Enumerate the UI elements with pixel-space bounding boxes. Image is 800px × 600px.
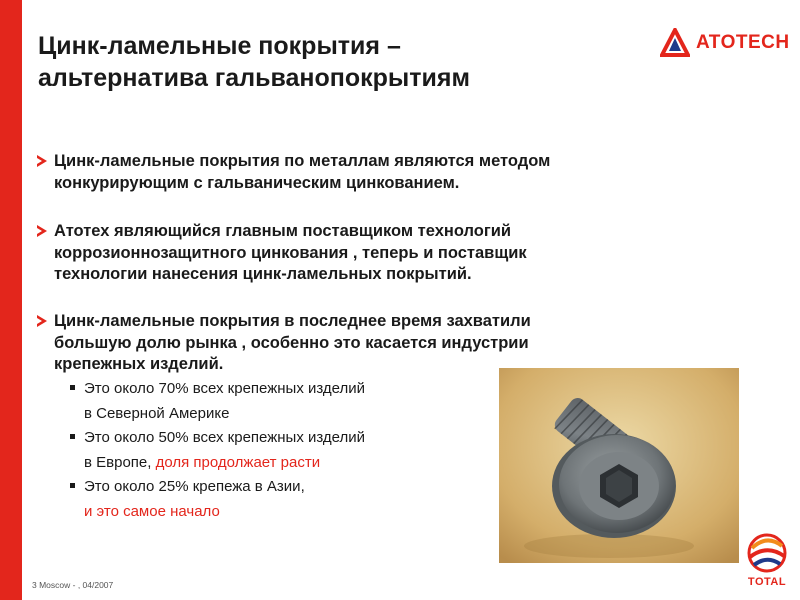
bullet-arrow-icon	[36, 154, 48, 168]
square-bullet-icon	[70, 434, 75, 439]
bullet-item	[36, 151, 550, 194]
slide-footer: 3 Moscow - , 04/2007	[32, 580, 114, 590]
slide-title	[38, 30, 470, 94]
sub-bullet-line: Это около 50% всех крепежных изделий	[84, 429, 366, 446]
bullet-text	[54, 311, 531, 376]
bullet-line: технологии нанесения цинк-ламельных покрытий.	[54, 265, 472, 283]
bullet-line: конкурирующим с гальваническим цинкованием.	[54, 173, 460, 192]
bullet-line: большую долю рынка , особенно это касается индустрии	[54, 333, 529, 352]
atotech-logo-text: ATOTECH	[696, 32, 790, 53]
bolt-image	[499, 368, 739, 563]
atotech-logo	[660, 28, 790, 60]
sub-bullet-item	[70, 475, 365, 524]
bullet-line: коррозионнозащитного цинкования , теперь и поставщик	[54, 243, 527, 262]
sub-bullet-text: в Северной Америке	[84, 404, 230, 422]
sub-bullet-line	[70, 402, 365, 427]
bullet-line: Атотех являющийся главным поставщиком технологий	[54, 222, 512, 240]
sub-bullet-line	[70, 500, 365, 525]
total-logo-text: TOTAL	[747, 576, 787, 588]
sub-bullet-item	[70, 426, 365, 475]
bullet-text	[54, 151, 550, 194]
bullet-arrow-icon	[36, 314, 48, 328]
left-accent-stripe	[0, 0, 22, 600]
sub-bullet-highlight: и это самое начало	[84, 502, 220, 520]
total-logo	[740, 530, 794, 594]
atotech-logo-icon	[660, 28, 690, 58]
bullet-text	[54, 221, 527, 286]
sub-bullet-item	[70, 377, 365, 426]
sub-bullet-line: Это около 70% всех крепежных изделий	[84, 380, 366, 397]
bullet-line: Цинк-ламельные покрытия в последнее время захватили	[54, 312, 531, 330]
bullet-arrow-icon	[36, 224, 48, 238]
sub-bullet-line	[70, 451, 365, 476]
bullet-item	[36, 221, 527, 286]
bullet-item	[36, 311, 531, 376]
title-line: альтернатива гальванопокрытиям	[38, 64, 470, 92]
bullet-line: Цинк-ламельные покрытия по металлам являются методом	[54, 152, 551, 170]
bolt-photo	[499, 368, 739, 563]
bullet-line: крепежных изделий.	[54, 355, 224, 373]
sub-bullet-list	[70, 377, 365, 524]
square-bullet-icon	[70, 483, 75, 488]
square-bullet-icon	[70, 385, 75, 390]
title-line: Цинк-ламельные покрытия –	[38, 32, 401, 60]
total-logo-icon	[740, 530, 794, 576]
sub-bullet-line: Это около 25% крепежа в Азии,	[84, 478, 305, 495]
sub-bullet-highlight: доля продолжает расти	[155, 453, 321, 471]
sub-bullet-text: в Европе,	[84, 453, 156, 471]
